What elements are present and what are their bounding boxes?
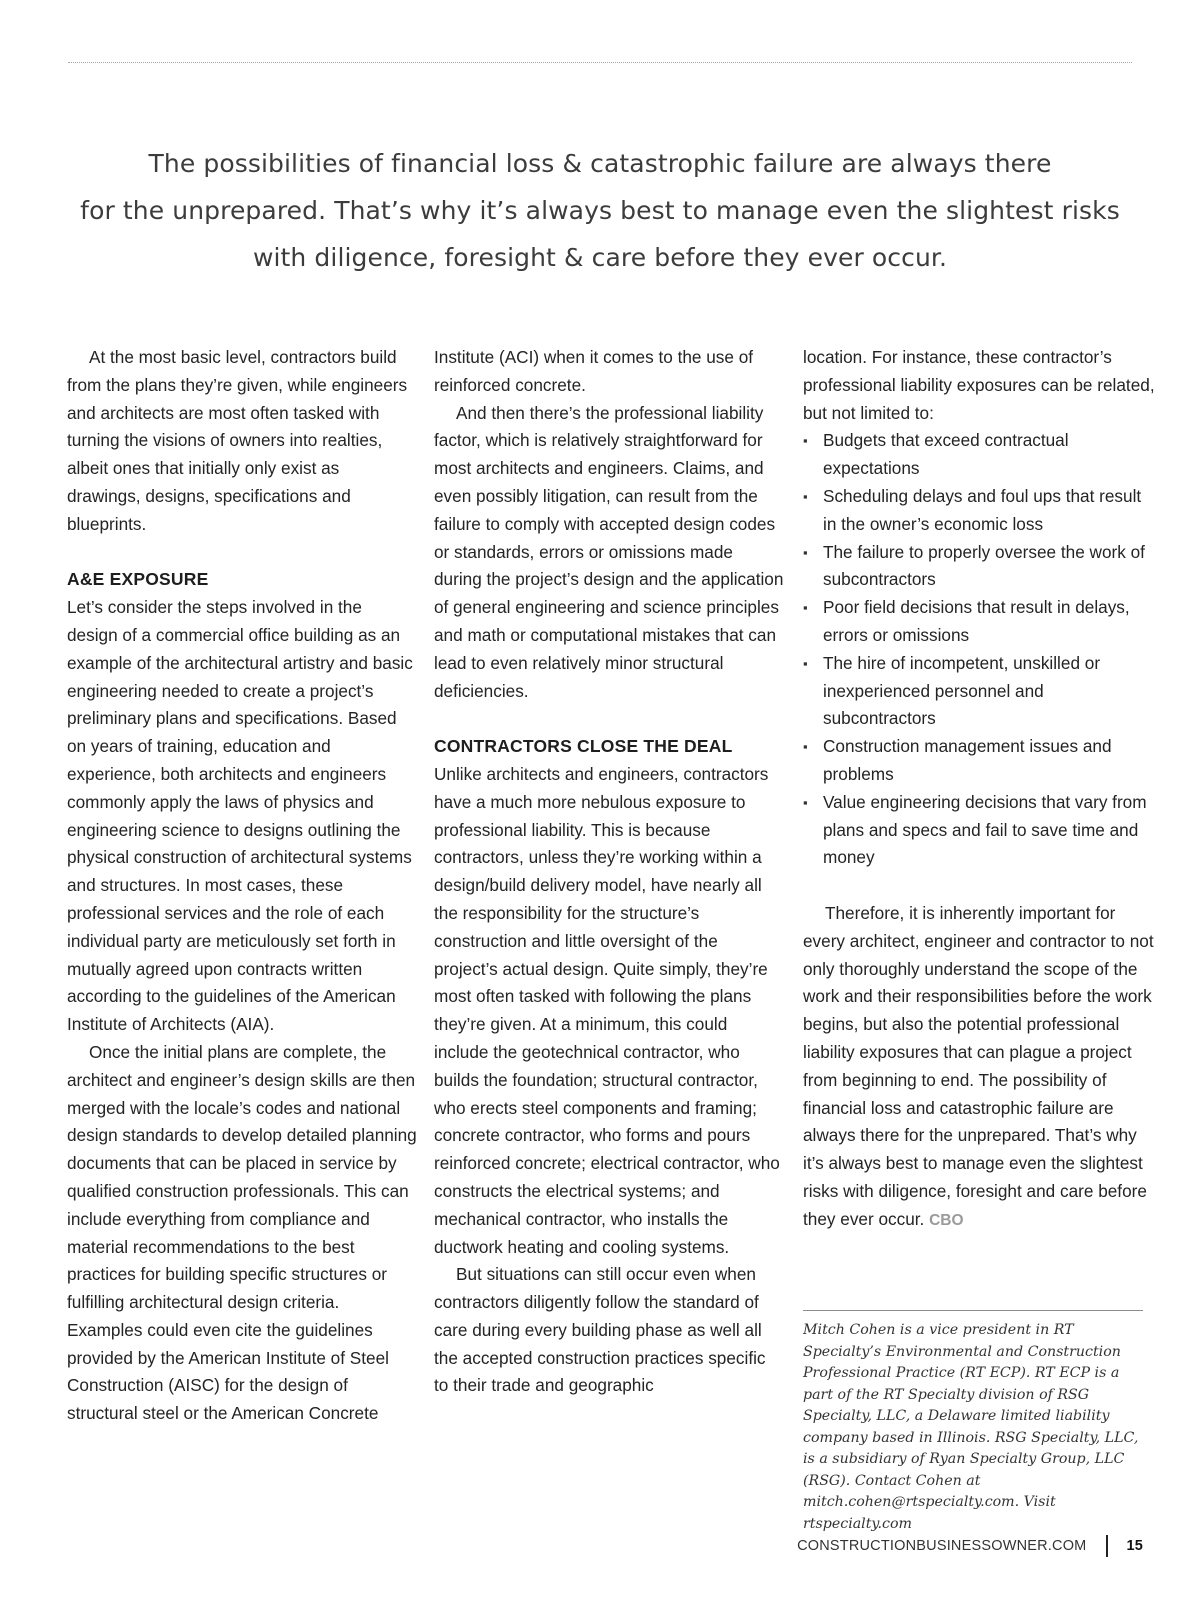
body-paragraph: Unlike architects and engineers, contractors have a much more nebulous exposure to professional liability. This is because contractors, unless they’re working within a design/build delivery model, have nearly all the responsibility for the structure’s construction and little oversight of the project’s actual design. Quite simply, they’re most often tasked with following the plans they’re given. At a minimum, this could include the geotechnical contractor, who builds the foundation; structural contractor, who erects steel components and framing; concrete contractor, who forms and pours reinforced concrete; electrical contractor, who constructs the electrical systems; and mechanical contractor, who installs the ductwork heating and cooling systems. [434, 763, 780, 1257]
body-paragraph: But situations can still occur even when contractors diligently follow the standard of care during every building phase as well all the accepted construction practices specific to their trade and geographic [434, 1264, 766, 1396]
end-mark: CBO [929, 1211, 964, 1229]
pull-quote-line: with diligence, foresight & care before they ever occur. [252, 243, 948, 272]
list-item: ▪ The failure to properly oversee the work of subcontractors [803, 539, 1158, 595]
page-footer [797, 1535, 1143, 1557]
body-paragraph: And then there’s the professional liability factor, which is relatively straightforward for most architects and engineers. Claims, and even possibly litigation, can result from the failure to comply with accepted design codes or standards, errors or omissions made during the project’s design and the application of general engineering and science principles and math or computational mistakes that can lead to even relatively minor structural deficiencies. [434, 402, 784, 701]
exposure-list [803, 427, 1158, 872]
article-column-3 [803, 344, 1158, 1235]
section-heading: CONTRACTORS CLOSE THE DEAL [434, 736, 733, 757]
list-item: ▪ Scheduling delays and foul ups that result in the owner’s economic loss [803, 483, 1158, 539]
footer-divider [1106, 1535, 1108, 1557]
list-item: ▪ Poor field decisions that result in delays, errors or omissions [803, 594, 1158, 650]
pull-quote-line: for the unprepared. That’s why it’s always best to manage even the slightest risks [80, 196, 1120, 225]
page-number: 15 [1126, 1538, 1143, 1554]
section-heading: A&E EXPOSURE [67, 569, 209, 590]
footer-site: CONSTRUCTIONBUSINESSOWNER.COM [797, 1538, 1087, 1554]
body-paragraph: Once the initial plans are complete, the architect and engineer’s design skills are then merged with the locale’s codes and national design standards to develop detailed planning documents that can be placed in service by qualified construction professionals. This can include everything from compliance and material recommendations to the best practices for building specific structures or fulfilling architectural design criteria. Examples could even cite the guidelines provided by the American Institute of Steel Construction (AISC) for the design of structural steel or the American Concrete [67, 1041, 417, 1424]
top-divider-rule [68, 62, 1132, 63]
list-item: ▪ Value engineering decisions that vary from plans and specs and fail to save time and money [803, 789, 1158, 872]
list-item: ▪ Construction management issues and problems [803, 733, 1158, 789]
list-item: ▪ The hire of incompetent, unskilled or inexperienced personnel and subcontractors [803, 650, 1158, 733]
pull-quote-line: The possibilities of financial loss & catastrophic failure are always there [148, 149, 1052, 178]
body-paragraph: Institute (ACI) when it comes to the use of reinforced concrete. [434, 347, 754, 395]
body-paragraph: Let’s consider the steps involved in the design of a commercial office building as an example of the architectural artistry and basic engineering needed to create a project’s preliminary plans and specifications. Based on years of training, education and experience, both architects and engineers commonly apply the laws of physics and engineering science to designs outlining the physical construction of architectural systems and structures. In most cases, these professional services and the role of each individual party are meticulously set forth in mutually agreed upon contracts written according to the guidelines of the American Institute of Architects (AIA). [67, 597, 413, 1035]
article-column-1 [67, 344, 417, 1428]
pull-quote [60, 140, 1140, 281]
author-bio: Mitch Cohen is a vice president in RT Specialty’s Environmental and Construction Professional Practice (RT ECP). RT ECP is a part of the RT Specialty division of RSG Specialty, LLC, a Delaware limited liability company based in Illinois. RSG Specialty, LLC, is a subsidiary of Ryan Specialty Group, LLC (RSG). Contact Cohen at mitch.cohen@rtspecialty.com. Visit rtspecialty.com [803, 1322, 1139, 1532]
article-column-2 [434, 344, 784, 1400]
closing-text: Therefore, it is inherently important for every architect, engineer and contractor to not only thoroughly understand the scope of the work and their responsibilities before the work begins, but also the potential professional liability exposures that can plague a project from beginning to end. The possibility of financial loss and catastrophic failure are always there for the unprepared. That’s why it’s always best to manage even the slightest risks with diligence, foresight and care before they ever occur. [803, 902, 1154, 1229]
body-paragraph: location. For instance, these contractor’s professional liability exposures can be related, but not limited to: [803, 347, 1155, 423]
body-paragraph [803, 900, 1158, 1235]
list-item: ▪ Budgets that exceed contractual expectations [803, 427, 1158, 483]
bio-divider-rule [803, 1310, 1143, 1311]
body-paragraph: At the most basic level, contractors build from the plans they’re given, while engineers and architects are most often tasked with turning the visions of owners into realties, albeit ones that initially only exist as drawings, designs, specifications and blueprints. [67, 347, 408, 534]
